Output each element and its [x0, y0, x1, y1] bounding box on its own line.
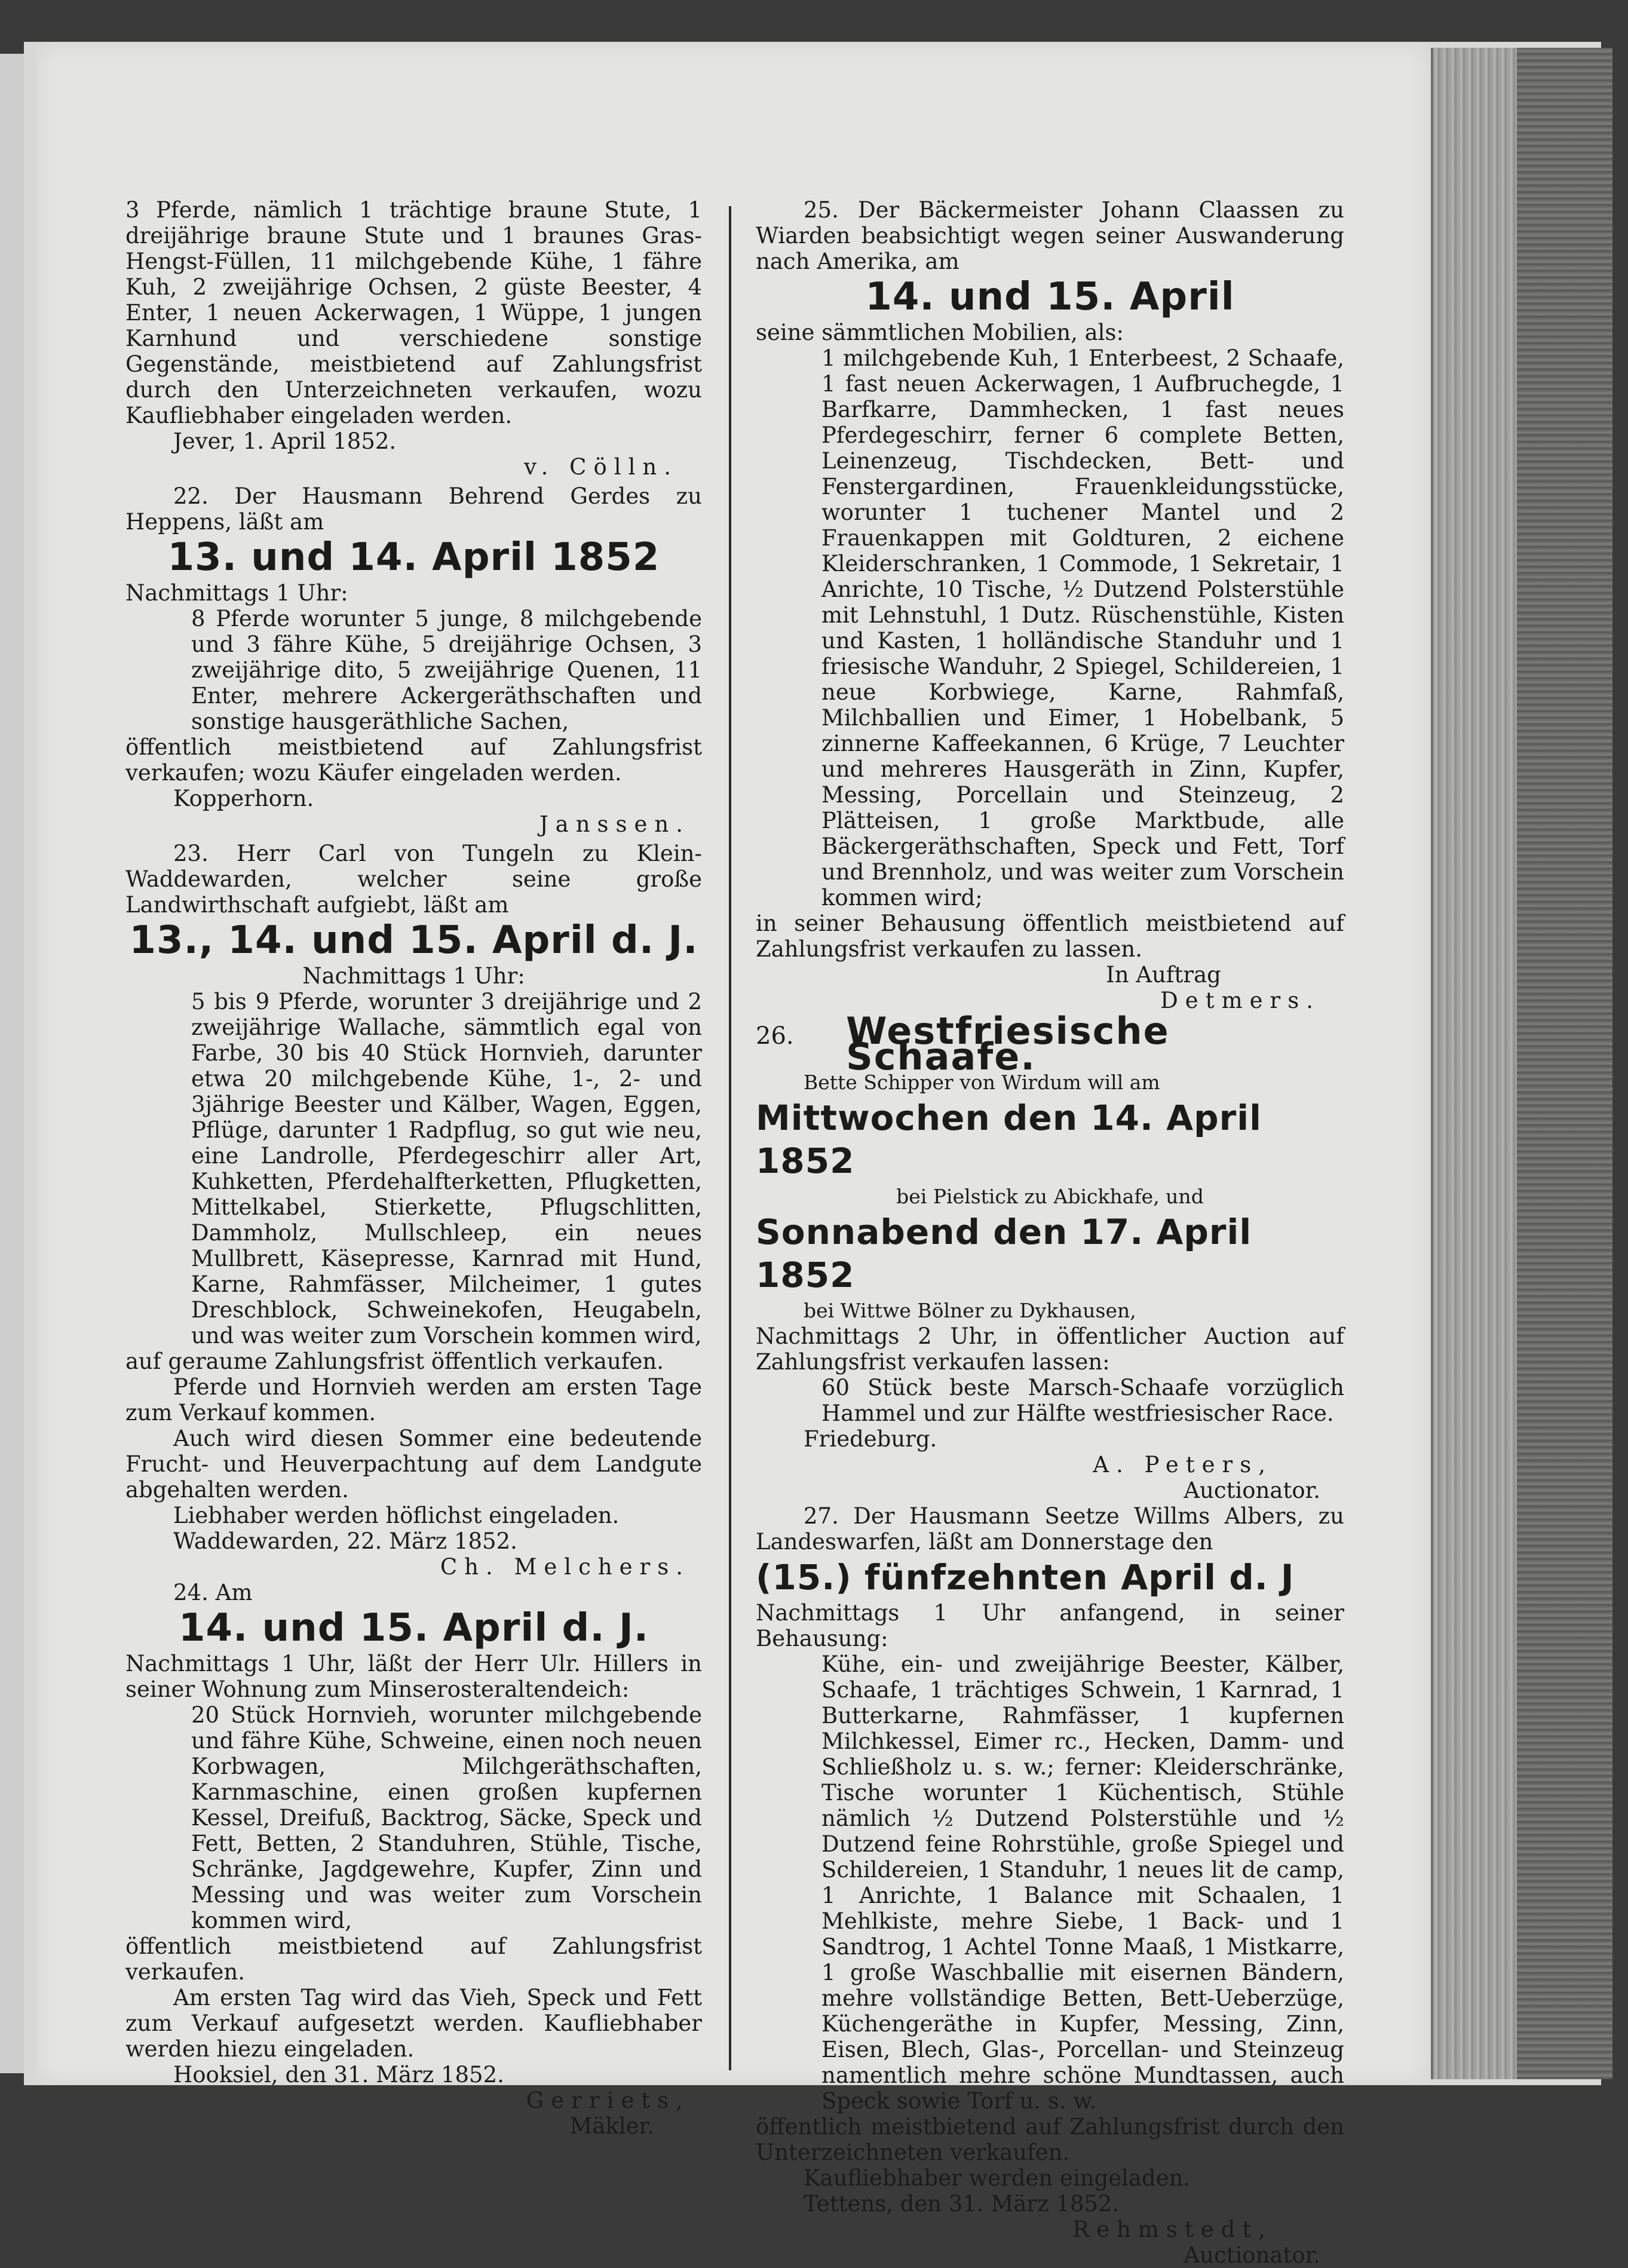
item23-note1: Pferde und Hornvieh werden am ersten Tage zum Verkauf kommen.	[125, 1374, 702, 1426]
item26-signature: A. Peters,	[1093, 1452, 1273, 1478]
newspaper-page	[36, 42, 1431, 2268]
item22-heading: 13. und 14. April 1852	[167, 535, 660, 580]
item26-place: Friedeburg.	[804, 1426, 937, 1452]
item26-header	[756, 1009, 1344, 1078]
item26-number: 26.	[756, 1022, 794, 1050]
item27-text: Nachmittags 1 Uhr anfangend, in seiner Behausung:	[756, 1600, 1344, 1651]
item26-list: 60 Stück beste Marsch-Schaafe vorzüglich Hammel und zur Hälfte westfriesischer Race.	[821, 1375, 1344, 1426]
item26-date2: Sonnabend den 17. April 1852	[756, 1212, 1252, 1295]
item23-time: Nachmittags 1 Uhr:	[302, 963, 525, 989]
item22-place: Kopperhorn.	[173, 786, 314, 811]
item27-list: Kühe, ein- und zweijährige Beester, Kälber, Schaafe, 1 trächtiges Schwein, 1 Karnrad, 1 Butterkarne, Rahmfässer, 1 kupfernen Milchkessel, Eimer rc., Hecken, Damm- und Schließholz u. s. w.; ferner: Kleiderschränke, Tische worunter 1 Küchentisch, Stühle nämlich ½ Dutzend Polsterstühle und ½ Dutzend feine Rohrstühle, große Spiegel und Schildereien, 1 Standuhr, 1 neues lit de camp, 1 Anrichte, 1 Balance mit Schaalen, 1 Mehlkiste, mehre Siebe, 1 Back- und 1 Sandtrog, 1 Achtel Tonne Maaß, 1 Mistkarre, 1 große Waschballie mit eisernen Bändern, mehre vollständige Betten, Bett-Ueberzüge, Küchengeräthe in Kupfer, Messing, Zinn, Eisen, Blech, Glas-, Porcellan- und Steinzeug namentlich mehre schöne Mundtassen, auch Speck sowie Torf u. s. w.	[821, 1651, 1344, 2114]
item24-list: 20 Stück Hornvieh, worunter milchgebende und fähre Kühe, Schweine, einen noch neuen Korbwagen, Milchgeräthschaften, Karnmaschine, einen großen kupfernen Kessel, Dreifuß, Backtrog, Säcke, Speck und Fett, Betten, 2 Standuhren, Stühle, Tische, Schränke, Jagdgewehre, Kupfer, Zinn und Messing und was weiter zum Vorschein kommen wird,	[191, 1702, 702, 1933]
item27-closing: öffentlich meistbietend auf Zahlungsfrist durch den Unterzeichneten verkaufen.	[756, 2114, 1344, 2165]
right-column	[756, 197, 1344, 2268]
item25-heading: 14. und 15. April	[865, 275, 1235, 319]
item26-intro: Bette Schipper von Wirdum will am	[804, 1071, 1160, 1094]
facing-page-edge	[0, 54, 24, 2073]
item27-note: Kaufliebhaber werden eingeladen.	[804, 2165, 1191, 2191]
item22-intro: 22. Der Hausmann Behrend Gerdes zu Heppens, läßt am	[125, 483, 702, 535]
page-edges	[1517, 48, 1612, 2079]
item25-closing: in seiner Behausung öffentlich meistbietend auf Zahlungsfrist verkaufen zu lassen.	[756, 911, 1344, 962]
item23-signature: Ch. Melchers.	[440, 1554, 690, 1580]
book-spine	[1431, 48, 1612, 2079]
item25-signature: Detmers.	[1160, 988, 1320, 1013]
column-divider	[729, 206, 731, 2070]
item22-list: 8 Pferde worunter 5 junge, 8 milchgebende und 3 fähre Kühe, 5 dreijährige Ochsen, 3 zweijährige dito, 5 zweijährige Quenen, 11 Enter, mehrere Ackergeräthschaften und sonstige hausgeräthliche Sachen,	[191, 606, 702, 734]
item23-note3: Liebhaber werden höflichst eingeladen.	[173, 1503, 620, 1528]
item26-place1: bei Pielstick zu Abickhafe, und	[896, 1185, 1204, 1208]
item24-dateline: Hooksiel, den 31. März 1852.	[173, 2062, 504, 2088]
item21-text: 3 Pferde, nämlich 1 trächtige braune Stute, 1 dreijährige braune Stute und 1 braunes Gras-Hengst-Füllen, 11 milchgebende Kühe, 1 fähre Kuh, 2 zweijährige Ochsen, 2 güste Beester, 4 Enter, 1 neuen Ackerwagen, 1 Wüppe, 1 jungen Karnhund und verschiedene sonstige Gegenstände, meistbietend auf Zahlungsfrist durch den Unterzeichneten verkaufen, wozu Kaufliebhaber eingeladen werden.	[125, 197, 702, 428]
item26-date1: Mittwochen den 14. April 1852	[756, 1098, 1262, 1181]
item21-dateline: Jever, 1. April 1852.	[173, 428, 397, 454]
item27-dateline: Tettens, den 31. März 1852.	[804, 2191, 1120, 2217]
item26-place2: bei Wittwe Bölner zu Dykhausen,	[804, 1299, 1136, 1322]
item24-signature: Gerriets,	[526, 2088, 690, 2113]
item24-note: Am ersten Tag wird das Vieh, Speck und Fett zum Verkauf aufgesetzt werden. Kaufliebhaber werden hiezu eingeladen.	[125, 1985, 702, 2062]
item23-closing: auf geraume Zahlungsfrist öffentlich verkaufen.	[125, 1348, 664, 1374]
item23-dateline: Waddewarden, 22. März 1852.	[173, 1528, 517, 1554]
item22-signature: Janssen.	[539, 811, 690, 837]
item26-signature-title: Auctionator.	[1184, 1478, 1320, 1503]
item27-heading: (15.) fünfzehnten April d. J	[756, 1557, 1295, 1598]
item24-closing: öffentlich meistbietend auf Zahlungsfrist verkaufen.	[125, 1933, 702, 1985]
item26-heading: Westfriesische Schaafe.	[846, 1009, 1170, 1078]
item22-time: Nachmittags 1 Uhr:	[125, 580, 348, 606]
item24-intro: 24. Am	[173, 1580, 253, 1605]
item23-intro: 23. Herr Carl von Tungeln zu Klein-Waddewarden, welcher seine große Landwirthschaft aufgiebt, läßt am	[125, 841, 702, 918]
item24-heading: 14. und 15. April d. J.	[178, 1606, 649, 1650]
item27-intro: 27. Der Hausmann Seetze Willms Albers, zu Landeswarfen, läßt am Donnerstage den	[756, 1503, 1344, 1555]
item21-signature: v. Cölln.	[524, 454, 678, 480]
item24-text: Nachmittags 1 Uhr, läßt der Herr Ulr. Hillers in seiner Wohnung zum Minserosteraltendeich:	[125, 1651, 702, 1702]
left-column	[125, 197, 702, 2139]
item27-signature-title: Auctionator.	[1184, 2242, 1320, 2268]
item23-note2: Auch wird diesen Sommer eine bedeutende Frucht- und Heuverpachtung auf dem Landgute abgehalten werden.	[125, 1426, 702, 1503]
item24-signature-title: Mäkler.	[569, 2113, 654, 2139]
item23-list: 5 bis 9 Pferde, worunter 3 dreijährige und 2 zweijährige Wallache, sämmtlich egal von Farbe, 30 bis 40 Stück Hornvieh, darunter etwa 20 milchgebende Kühe, 1-, 2- und 3jährige Beester und Kälber, Wagen, Eggen, Pflüge, darunter 1 Radpflug, so gut wie neu, eine Landrolle, Pferdegeschirr aller Art, Kuhketten, Pferdehalfterketten, Pflugketten, Mittelkabel, Stierkette, Pflugschlitten, Dammholz, Mullschleep, ein neues Mullbrett, Käsepresse, Karnrad mit Hund, Karne, Rahmfässer, Milcheimer, 1 gutes Dreschblock, Schweinekofen, Heugabeln, und was weiter zum Vorschein kommen wird,	[191, 989, 702, 1348]
item25-auftrag: In Auftrag	[1106, 962, 1221, 988]
item22-closing: öffentlich meistbietend auf Zahlungsfrist verkaufen; wozu Käufer eingeladen werden.	[125, 734, 702, 786]
item25-lead: seine sämmtlichen Mobilien, als:	[756, 320, 1124, 345]
item23-heading: 13., 14. und 15. April d. J.	[129, 918, 698, 963]
item26-text: Nachmittags 2 Uhr, in öffentlicher Auction auf Zahlungsfrist verkaufen lassen:	[756, 1323, 1344, 1375]
item27-signature: Rehmstedt,	[1072, 2217, 1273, 2242]
item25-list: 1 milchgebende Kuh, 1 Enterbeest, 2 Schaafe, 1 fast neuen Ackerwagen, 1 Aufbruchegde, 1 Barfkarre, Dammhecken, 1 fast neues Pferdegeschirr, ferner 6 complete Betten, Leinenzeug, Tischdecken, Bett- und Fenstergardinen, Frauenkleidungsstücke, worunter 1 tuchener Mantel und 2 Frauenkappen mit Goldturen, 2 eichene Kleiderschranken, 1 Commode, 1 Sekretair, 1 Anrichte, 10 Tische, ½ Dutzend Polsterstühle mit Lehnstuhl, 1 Dutz. Rüschenstühle, Kisten und Kasten, 1 holländische Standuhr und 1 friesische Wanduhr, 2 Spiegel, Schildereien, 1 neue Korbwiege, Karne, Rahmfaß, Milchballien und Eimer, 1 Hobelbank, 5 zinnerne Kaffeekannen, 6 Krüge, 7 Leuchter und mehreres Hausgeräth in Zinn, Kupfer, Messing, Porcellain und Steinzeug, 2 Plätteisen, 1 große Marktbude, alle Bäckergeräthschaften, Speck und Fett, Torf und Brennholz, und was weiter zum Vorschein kommen wird;	[821, 345, 1344, 911]
item25-intro: 25. Der Bäckermeister Johann Claassen zu Wiarden beabsichtigt wegen seiner Auswanderung nach Amerika, am	[756, 197, 1344, 274]
